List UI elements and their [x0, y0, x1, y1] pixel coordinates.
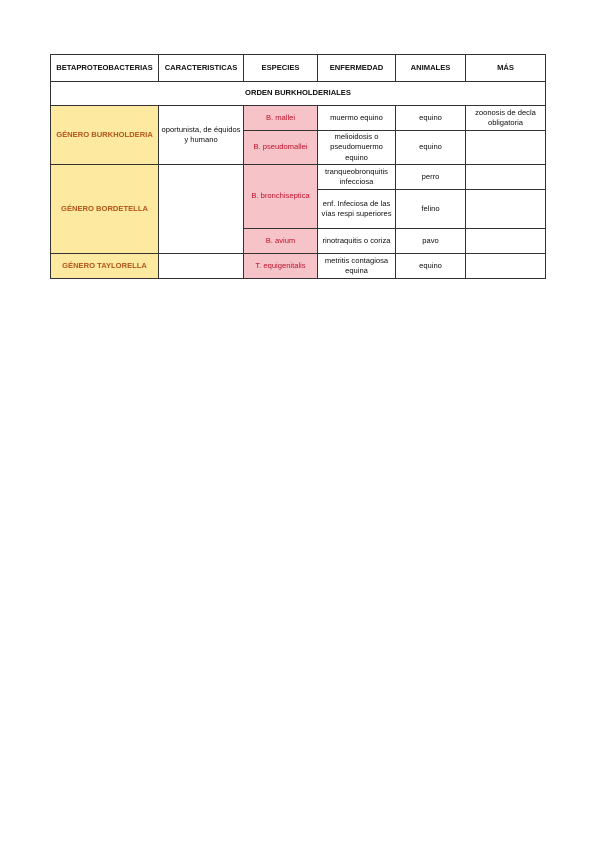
mas-cell	[466, 254, 546, 279]
orden-label: ORDEN BURKHOLDERIALES	[51, 82, 546, 106]
enfermedad-cell: tranqueobronquitis infecciosa	[318, 165, 396, 190]
species-cell: T. equigenitalis	[244, 254, 318, 279]
enfermedad-cell: rinotraquitis o coriza	[318, 229, 396, 254]
header-enfermedad: ENFERMEDAD	[318, 55, 396, 82]
mas-cell	[466, 190, 546, 229]
genus-burkholderia: GÉNERO BURKHOLDERIA	[51, 106, 159, 165]
species-cell: B. bronchiseptica	[244, 165, 318, 229]
species-cell: B. mallei	[244, 106, 318, 131]
genus-taylorella: GÉNERO TAYLORELLA	[51, 254, 159, 279]
header-row	[51, 55, 546, 82]
enfermedad-cell: metritis contagiosa equina	[318, 254, 396, 279]
animales-cell: perro	[396, 165, 466, 190]
enfermedad-cell: enf. Infeciosa de las vías respi superiores	[318, 190, 396, 229]
mas-cell	[466, 165, 546, 190]
animales-cell: equino	[396, 131, 466, 165]
orden-row	[51, 82, 546, 106]
animales-cell: pavo	[396, 229, 466, 254]
header-especies: ESPECIES	[244, 55, 318, 82]
animales-cell: equino	[396, 106, 466, 131]
caracteristicas-cell	[159, 165, 244, 254]
mas-cell	[466, 131, 546, 165]
mas-cell	[466, 229, 546, 254]
table-row	[51, 254, 546, 279]
caracteristicas-cell	[159, 254, 244, 279]
caracteristicas-cell: oportunista, de équidos y humano	[159, 106, 244, 165]
genus-bordetella: GÉNERO BORDETELLA	[51, 165, 159, 254]
animales-cell: felino	[396, 190, 466, 229]
header-animales: ANIMALES	[396, 55, 466, 82]
enfermedad-cell: melioidosis o pseudomuermo equino	[318, 131, 396, 165]
bacteria-table	[50, 54, 546, 279]
mas-cell: zoonosis de decla obligatoria	[466, 106, 546, 131]
header-mas: MÁS	[466, 55, 546, 82]
species-cell: B. pseudomallei	[244, 131, 318, 165]
table-row	[51, 106, 546, 131]
table-row	[51, 165, 546, 190]
enfermedad-cell: muermo equino	[318, 106, 396, 131]
animales-cell: equino	[396, 254, 466, 279]
species-cell: B. avium	[244, 229, 318, 254]
header-betaproteobacterias: BETAPROTEOBACTERIAS	[51, 55, 159, 82]
header-caracteristicas: CARACTERISTICAS	[159, 55, 244, 82]
